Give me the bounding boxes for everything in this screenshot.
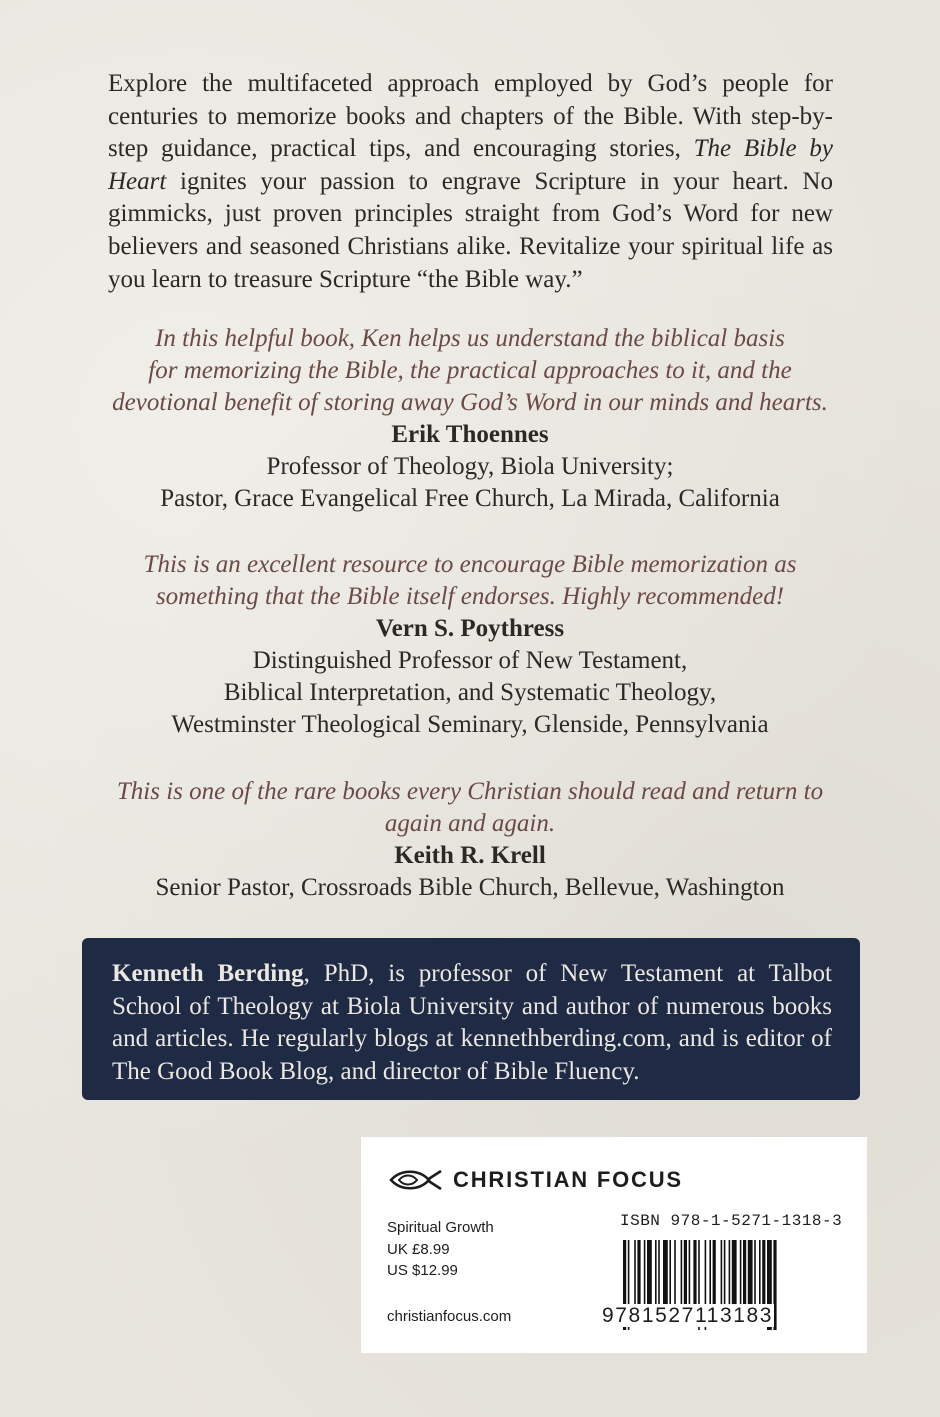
barcode-bar	[721, 1240, 723, 1310]
endorser-name: Erik Thoennes	[391, 421, 549, 448]
isbn-text: ISBN 978-1-5271-1318-3	[620, 1212, 843, 1230]
book-description	[108, 68, 833, 296]
barcode-bar	[754, 1240, 756, 1310]
endorsement-quote: This is one of the rare books every Christian should read and return to again and again.	[116, 778, 824, 837]
endorsement-1	[80, 323, 860, 515]
endorsement-quote: This is an excellent resource to encourage Bible memorization as something that the Bible itself endorses. Highly recommended!	[143, 551, 797, 610]
barcode-bar	[740, 1240, 742, 1310]
price-uk: UK £8.99	[387, 1240, 450, 1258]
barcode-bar	[644, 1240, 646, 1310]
barcode-bar	[709, 1240, 711, 1310]
barcode-bar	[729, 1240, 731, 1310]
barcode-bar	[759, 1240, 761, 1310]
author-bio-text: , PhD, is professor of New Testament at Talbot School of Theology at Biola University and author of numerous books and articles. He regularly blogs at kennethberding.com, and is editor of The Good Book Blog, and director of Bible Fluency.	[112, 960, 833, 1085]
endorser-role: Professor of Theology, Biola University; Pastor, Grace Evangelical Free Church, La Mirada, California	[160, 453, 780, 512]
barcode-bar	[689, 1240, 691, 1310]
barcode-bar	[684, 1240, 687, 1310]
barcode-bar	[658, 1240, 660, 1310]
book-title-italic: The Bible by Heart	[108, 135, 833, 195]
barcode-bar	[693, 1240, 696, 1310]
category: Spiritual Growth	[387, 1219, 494, 1236]
description-part-1: Explore the multifaceted approach employed by God’s people for centuries to memorize books and chapters of the Bible. With step-by-step guidance, practical tips, and encouraging stories,	[108, 70, 833, 163]
endorser-name: Keith R. Krell	[394, 842, 546, 869]
fish-icon	[387, 1169, 445, 1191]
barcode-bar	[743, 1240, 746, 1310]
description-part-2: ignites your passion to engrave Scripture in your heart. No gimmicks, just proven principles straight from God’s Word for new believers and seasoned Christians alike. Revitalize your spiritual life as you learn to treasure Scripture “the Bible way.”	[108, 167, 833, 293]
barcode-bar	[732, 1240, 737, 1310]
barcode-bar	[748, 1240, 753, 1310]
barcode-bar	[637, 1240, 640, 1310]
barcode-bar	[674, 1240, 676, 1310]
publisher-brand	[387, 1167, 683, 1193]
price-info	[387, 1217, 494, 1282]
endorsement-quote: In this helpful book, Ken helps us understand the biblical basis for memorizing the Bible, the practical approaches to it, and the devotional benefit of storing away God’s Word in our minds and hearts.	[112, 325, 828, 416]
publisher-website: christianfocus.com	[387, 1308, 512, 1325]
endorsement-2	[80, 549, 860, 741]
endorsement-3	[80, 776, 860, 904]
publisher-label	[361, 1137, 867, 1353]
barcode-bar	[655, 1240, 657, 1310]
barcode-bar	[634, 1240, 636, 1310]
barcode-bar	[762, 1240, 765, 1310]
publisher-name: CHRISTIAN FOCUS	[453, 1167, 683, 1192]
endorser-name: Vern S. Poythress	[375, 615, 565, 642]
barcode-bar	[724, 1240, 726, 1310]
author-bio-box	[82, 938, 860, 1100]
barcode-bar	[663, 1240, 668, 1310]
barcode-bar	[669, 1240, 671, 1310]
barcode-digits: 9781527113183	[602, 1304, 774, 1327]
barcode-bar	[647, 1240, 652, 1310]
endorser-role: Senior Pastor, Crossroads Bible Church, Bellevue, Washington	[155, 874, 785, 901]
price-us: US $12.99	[387, 1262, 458, 1279]
barcode-bar	[681, 1240, 683, 1310]
endorser-role: Distinguished Professor of New Testament, Biblical Interpretation, and Systematic Theology, Westminster Theological Seminary, Glenside, Pennsylvania	[171, 647, 769, 738]
barcode-bar	[713, 1240, 716, 1310]
author-name: Kenneth Berding	[112, 960, 304, 987]
